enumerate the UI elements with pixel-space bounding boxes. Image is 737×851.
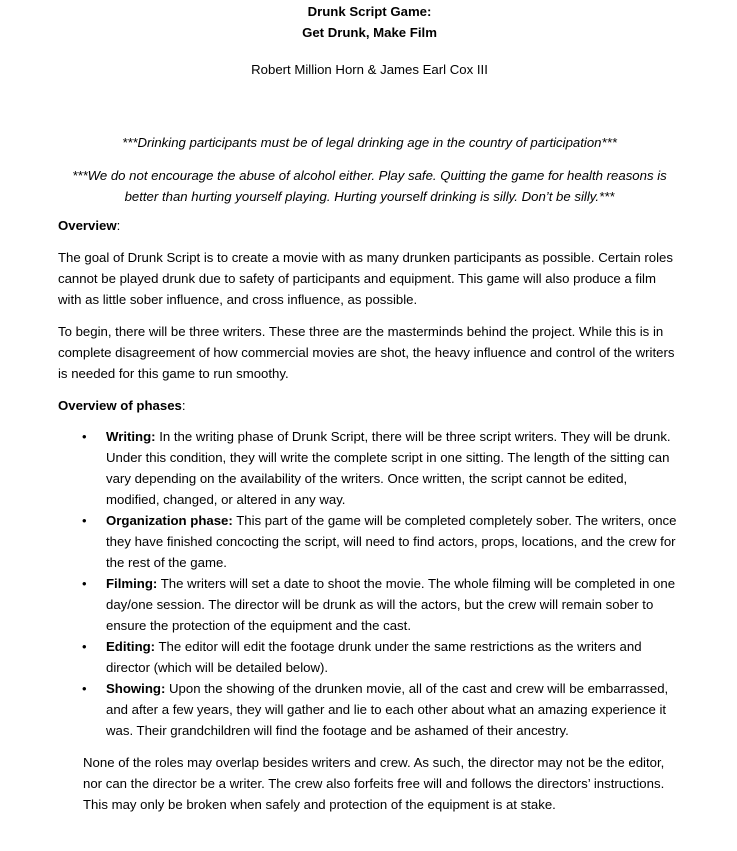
authors-line: Robert Million Horn & James Earl Cox III xyxy=(251,62,488,77)
list-item xyxy=(58,678,681,741)
title-line-1: Drunk Script Game: xyxy=(307,4,432,19)
phase-description: This part of the game will be completed completely sober. The writers, once they have finished concocting the script, will need to find actors, props, locations, and the crew for the rest of the game. xyxy=(106,513,677,570)
phase-description: The writers will set a date to shoot the movie. The whole filming will be completed in one day/one session. The director will be drunk as will the actors, but the crew will remain sober to ensure the protection of the equipment and the cast. xyxy=(106,576,676,633)
document-title xyxy=(58,0,681,43)
overview-heading-label: Overview xyxy=(58,218,117,233)
title-line-2: Get Drunk, Make Film xyxy=(302,25,437,40)
phase-description: Upon the showing of the drunken movie, all of the cast and crew will be embarrassed, and after a few years, they will gather and lie to each other about what an amazing experience it was. Their grandchildren will find the footage and be ashamed of their ancestry. xyxy=(106,681,669,738)
alcohol-safety-notice: ***We do not encourage the abuse of alcohol either. Play safe. Quitting the game for health reasons is better than hurting yourself playing. Hurting yourself drinking is silly. Don’t be silly.*** xyxy=(72,168,667,204)
overview-paragraph-1: The goal of Drunk Script is to create a movie with as many drunken participants as possible. Certain roles cannot be played drunk due to safety of participants and equipment. This game will also produce a film with as little sober influence, and cross influence, as possible. xyxy=(58,250,673,307)
bullet-icon: • xyxy=(82,513,87,528)
legal-age-notice: ***Drinking participants must be of legal drinking age in the country of participation*** xyxy=(122,135,617,150)
phases-list xyxy=(58,426,681,741)
list-item xyxy=(58,426,681,510)
phase-term: Writing: xyxy=(106,429,156,444)
bullet-icon: • xyxy=(82,576,87,591)
list-item xyxy=(58,636,681,678)
phases-heading-colon: : xyxy=(181,398,186,413)
phase-description: In the writing phase of Drunk Script, there will be three script writers. They will be drunk. Under this condition, they will write the complete script in one sitting. The length of the sitting can vary depending on the availability of the writers. Once written, the script cannot be edited, modified, changed, or altered in any way. xyxy=(106,429,671,507)
overview-paragraph-2: To begin, there will be three writers. These three are the masterminds behind the project. While this is in complete disagreement of how commercial movies are shot, the heavy influence and control of the writers is needed for this game to run smoothy. xyxy=(58,324,675,381)
phase-description: The editor will edit the footage drunk under the same restrictions as the writers and director (which will be detailed below). xyxy=(106,639,642,675)
closing-paragraph: None of the roles may overlap besides writers and crew. As such, the director may not be the editor, nor can the director be a writer. The crew also forfeits free will and follows the directors’ instructions. This may only be broken when safely and protection of the equipment is at stake. xyxy=(83,755,665,812)
phase-term: Filming: xyxy=(106,576,158,591)
bullet-icon: • xyxy=(82,429,87,444)
overview-heading xyxy=(58,215,681,236)
overview-heading-colon: : xyxy=(116,218,121,233)
bullet-icon: • xyxy=(82,639,87,654)
phase-term: Editing: xyxy=(106,639,156,654)
phases-heading xyxy=(58,395,681,416)
bullet-icon: • xyxy=(82,681,87,696)
phase-term: Showing: xyxy=(106,681,166,696)
list-item xyxy=(58,510,681,573)
list-item xyxy=(58,573,681,636)
phase-term: Organization phase: xyxy=(106,513,233,528)
phases-heading-label: Overview of phases xyxy=(58,398,182,413)
